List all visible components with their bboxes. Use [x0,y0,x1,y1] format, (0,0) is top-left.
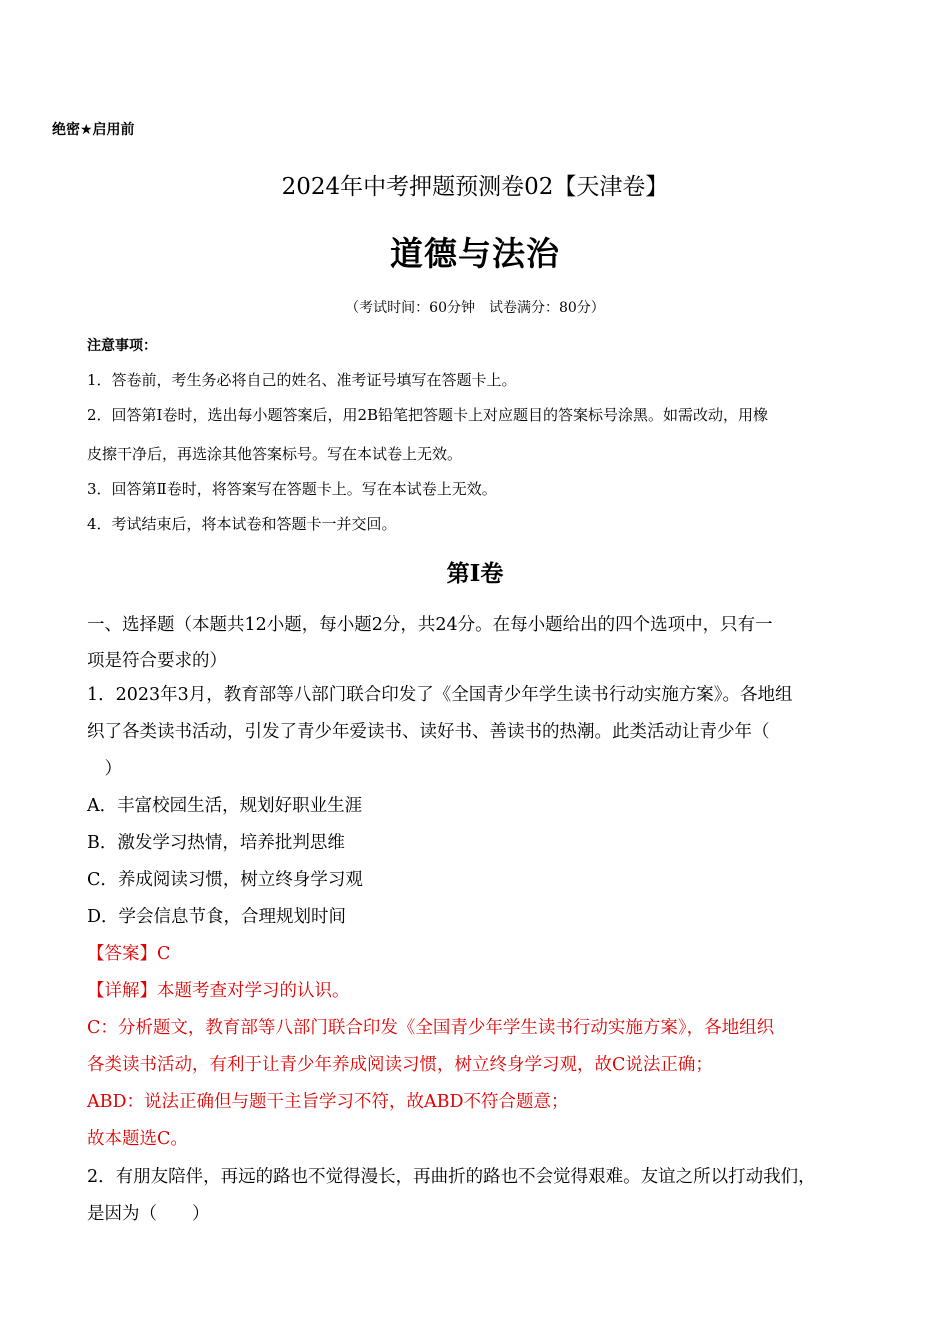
exam-info: （考试时间：60分钟 试卷满分：80分） [345,300,605,316]
question-2-stem: 是因为（ ） [87,1204,210,1224]
option-a: A．丰富校园生活，规划好职业生涯 [87,796,363,816]
explanation-line: 故本题选C。 [87,1129,188,1149]
option-c: C．养成阅读习惯，树立终身学习观 [87,870,363,890]
question-1-stem: ） [87,759,122,779]
note-line: 2．回答第Ⅰ卷时，选出每小题答案后，用2B铅笔把答题卡上对应题目的答案标号涂黑。如需改动，用橡 [87,406,769,424]
question-1-stem: 织了各类读书活动，引发了青少年爱读书、读好书、善读书的热潮。此类活动让青少年（ [87,722,770,742]
section-instruction: 一、选择题（本题共12小题，每小题2分，共24分。在每小题给出的四个选项中，只有一 [87,615,773,635]
exam-title: 2024年中考押题预测卷02【天津卷】 [281,174,669,200]
explanation-line: ABD：说法正确但与题干主旨学习不符，故ABD不符合题意； [87,1092,569,1112]
section-title: 第Ⅰ卷 [446,560,504,587]
subject-title: 道德与法治 [390,234,560,273]
note-line: 1．答卷前，考生务必将自己的姓名、准考证号填写在答题卡上。 [87,371,517,389]
notes-title: 注意事项： [87,338,157,354]
option-b: B．激发学习热情，培养批判思维 [87,833,345,853]
explanation-line: C：分析题文，教育部等八部门联合印发《全国青少年学生读书行动实施方案》，各地组织 [87,1018,775,1038]
confidential-label: 绝密★启用前 [52,122,135,138]
note-line: 4．考试结束后，将本试卷和答题卡一并交回。 [87,515,397,533]
note-line: 3．回答第Ⅱ卷时，将答案写在答题卡上。写在本试卷上无效。 [87,480,497,498]
answer: 【答案】C [87,944,171,964]
section-instruction: 项是符合要求的） [87,651,227,671]
question-1-stem: 1．2023年3月，教育部等八部门联合印发了《全国青少年学生读书行动实施方案》。各地组 [87,685,793,705]
explanation-line: 【详解】本题考查对学习的认识。 [87,981,350,1001]
explanation-line: 各类读书活动，有利于让青少年养成阅读习惯，树立终身学习观，故C说法正确； [87,1055,713,1075]
note-line: 皮擦干净后，再选涂其他答案标号。写在本试卷上无效。 [87,445,463,463]
option-d: D．学会信息节食，合理规划时间 [87,907,347,927]
question-2-stem: 2．有朋友陪伴，再远的路也不觉得漫长，再曲折的路也不会觉得艰难。友谊之所以打动我们， [87,1167,816,1187]
